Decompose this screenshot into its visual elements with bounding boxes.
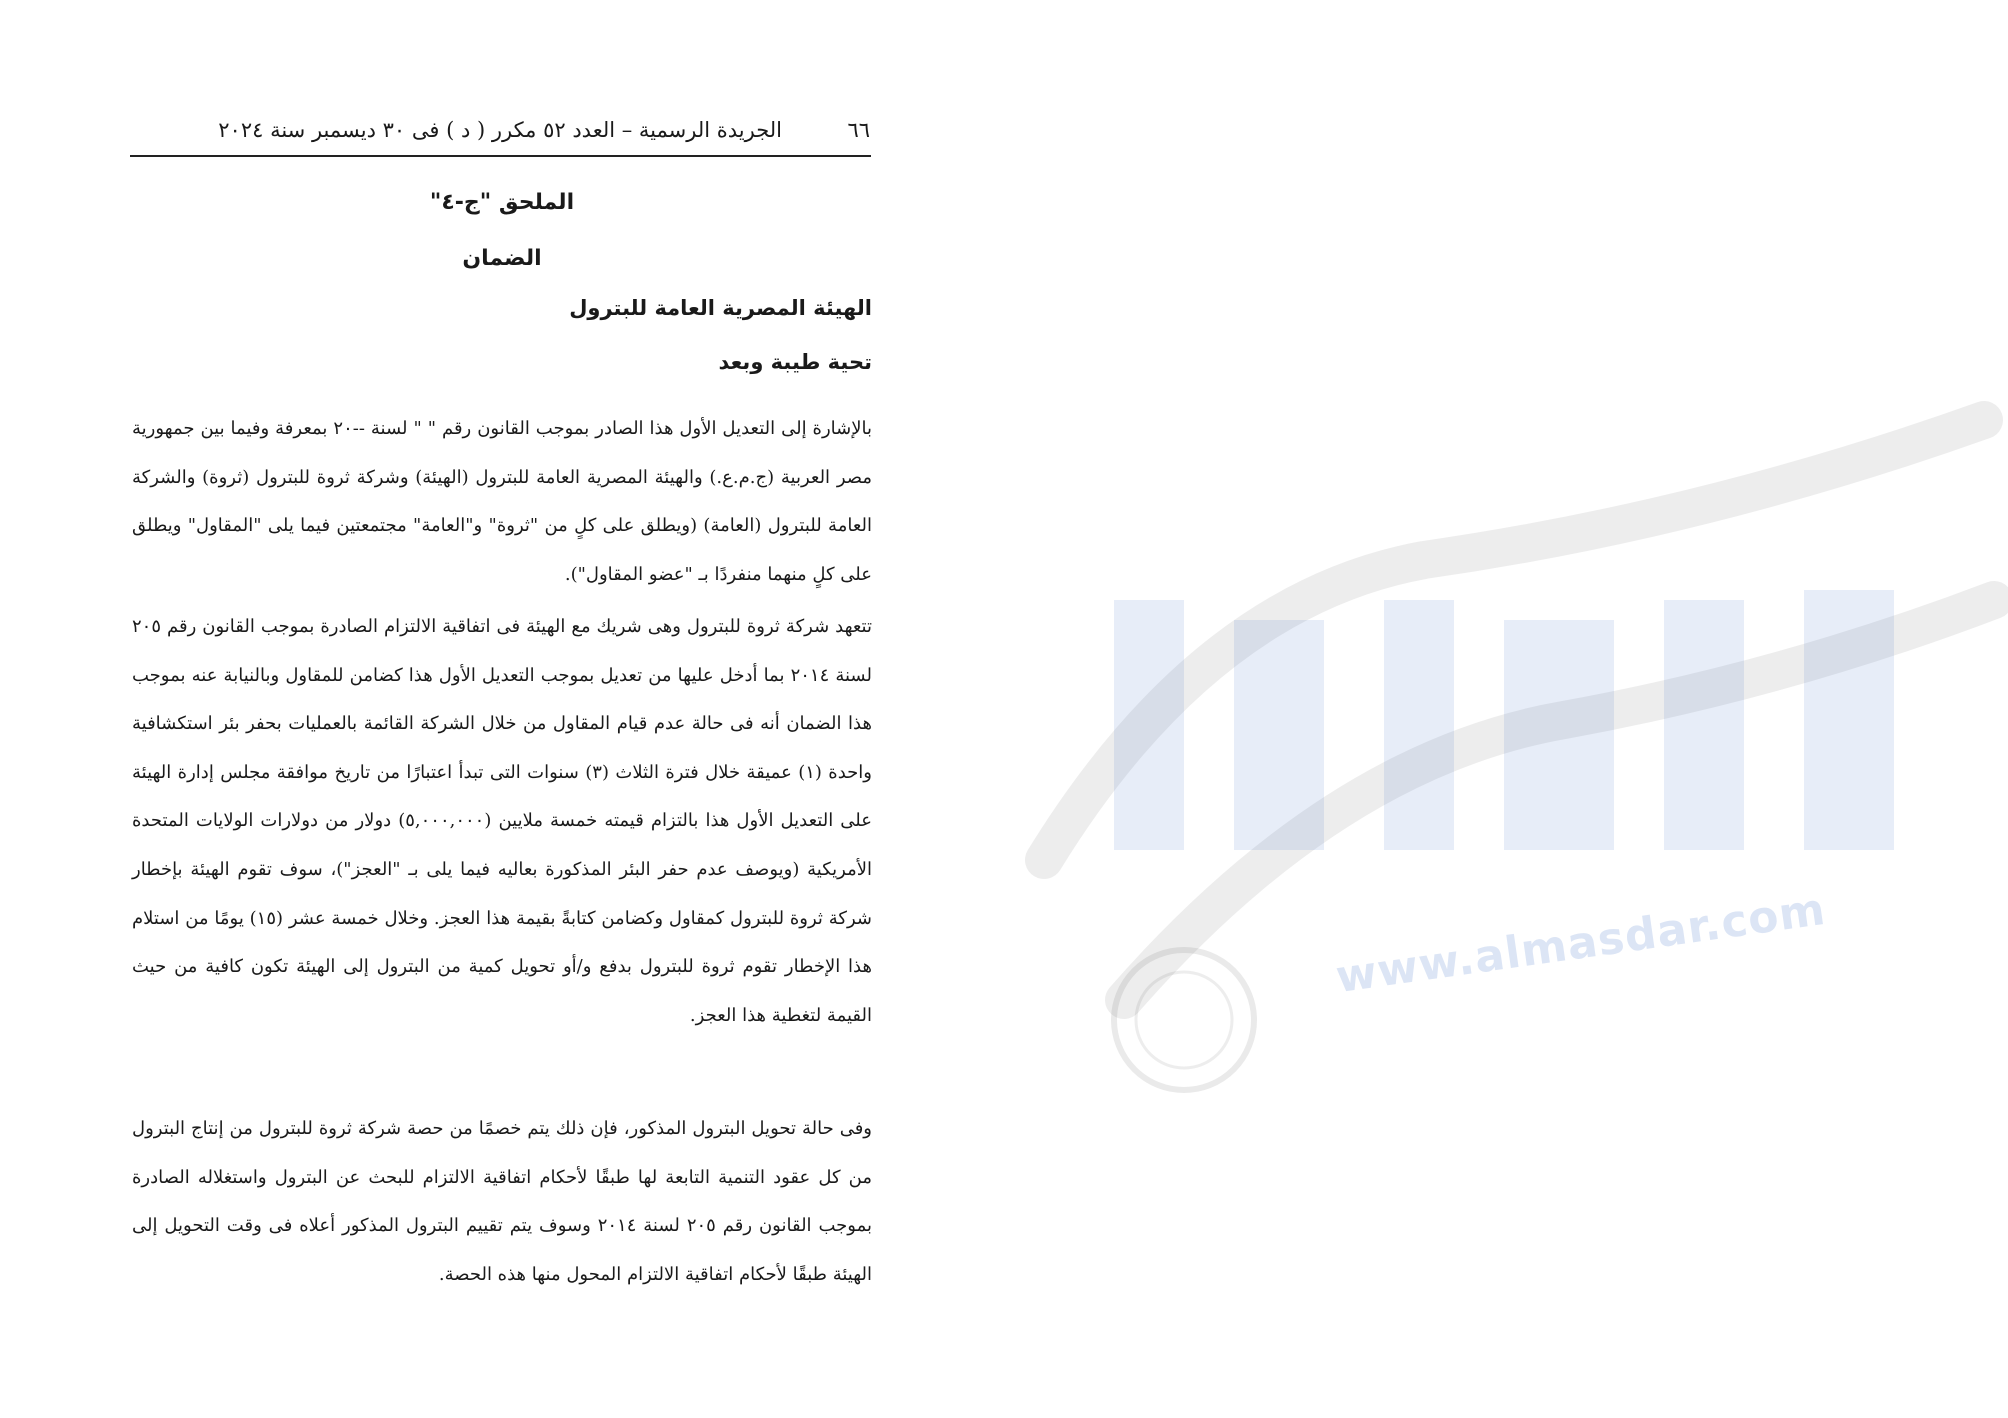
publication-line: الجريدة الرسمية – العدد ٥٢ مكرر ( د ) فى ٣٠ ديسمبر سنة ٢٠٢٤ (218, 118, 782, 142)
page-number: ٦٦ (847, 118, 870, 142)
annex-title: الملحق "ج-٤" (429, 190, 575, 215)
greeting: تحية طيبة وبعد (718, 350, 872, 374)
guarantee-title: الضمان (462, 246, 542, 271)
header-divider (130, 155, 871, 157)
watermark-site: www.almasdar.com (1332, 883, 1829, 1004)
paragraph-reference: بالإشارة إلى التعديل الأول هذا الصادر بموجب القانون رقم " " لسنة --٢٠ بمعرفة وفيما بين جمهورية مصر العربية (ج.م.ع.) والهيئة المصرية العامة للبترول (الهيئة) وشركة ثروة للبترول (ثروة) والشركة العامة للبترول (العامة) (ويطلق على كلٍ من "ثروة" و"العامة" مجتمعتين فيما يلى "المقاول" ويطلق على كلٍ منهما منفردًا بـ "عضو المقاول"). (132, 418, 872, 585)
paragraph-undertaking: تتعهد شركة ثروة للبترول وهى شريك مع الهيئة فى اتفاقية الالتزام الصادرة بموجب القانون رقم ٢٠٥ لسنة ٢٠١٤ بما أدخل عليها من تعديل بموجب التعديل الأول هذا كضامن للمقاول وبالنيابة عنه بموجب هذا الضمان أنه فى حالة عدم قيام المقاول من خلال الشركة القائمة بالعمليات بحفر بئر استكشافية واحدة (١) عميقة خلال فترة الثلاث (٣) سنوات التى تبدأ اعتبارًا من تاريخ موافقة مجلس إدارة الهيئة على التعديل الأول هذا بالتزام قيمته خمسة ملايين (٥,٠٠٠,٠٠٠) دولار من دولارات الولايات المتحدة الأمريكية (ويوصف عدم حفر البئر المذكورة بعاليه فيما يلى بـ "العجز")، سوف تقوم الهيئة بإخطار شركة ثروة للبترول كمقاول وكضامن كتابةً بقيمة هذا العجز. وخلال خمسة عشر (١٥) يومًا من استلام هذا الإخطار تقوم ثروة للبترول بدفع و/أو تحويل كمية من البترول إلى الهيئة تكون كافية من حيث القيمة لتغطية هذا العجز. (132, 616, 872, 1026)
addressee: الهيئة المصرية العامة للبترول (569, 296, 872, 320)
paragraph-transfer: وفى حالة تحويل البترول المذكور، فإن ذلك يتم خصمًا من حصة شركة ثروة للبترول من إنتاج البترول من كل عقود التنمية التابعة لها طبقًا لأحكام اتفاقية الالتزام للبحث عن البترول واستغلاله الصادرة بموجب القانون رقم ٢٠٥ لسنة ٢٠١٤ وسوف يتم تقييم البترول المذكور أعلاه فى وقت التحويل إلى الهيئة طبقًا لأحكام اتفاقية الالتزام المحول منها هذه الحصة. (132, 1118, 872, 1285)
watermark-logo (1004, 300, 2008, 1200)
page-header (130, 118, 870, 148)
